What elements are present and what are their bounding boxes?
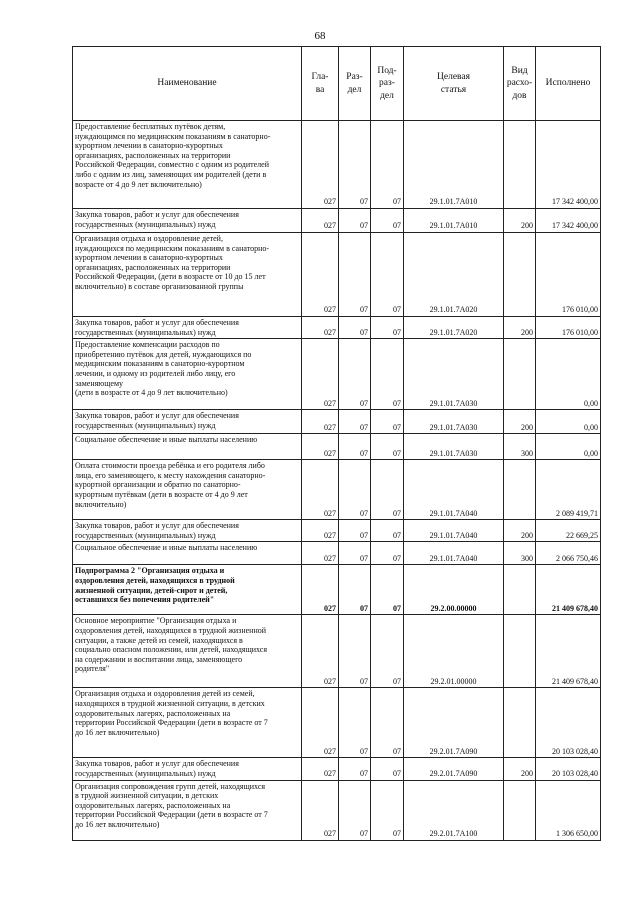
cell-razdel: 07 (339, 780, 371, 840)
cell-sum: 17 342 400,00 (536, 209, 601, 233)
table-row (73, 565, 601, 615)
cell-glava: 027 (302, 542, 339, 565)
header-sum-label: Исполнено (545, 78, 591, 89)
cell-glava: 027 (302, 460, 339, 520)
cell-name: Социальное обеспечение и иные выплаты населению (73, 434, 302, 460)
cell-vid: 200 (504, 520, 536, 542)
cell-podrazdel: 07 (371, 233, 404, 317)
cell-vid (504, 565, 536, 615)
cell-razdel: 07 (339, 410, 371, 434)
budget-table (72, 46, 601, 841)
header-sum (536, 47, 601, 121)
cell-sum: 21 409 678,40 (536, 615, 601, 688)
cell-vid (504, 233, 536, 317)
cell-target: 29.1.01.7А020 (404, 317, 504, 339)
cell-vid: 200 (504, 317, 536, 339)
cell-glava: 027 (302, 209, 339, 233)
table-row (73, 209, 601, 233)
cell-podrazdel: 07 (371, 460, 404, 520)
table-row (73, 780, 601, 840)
cell-glava: 027 (302, 233, 339, 317)
table-row (73, 233, 601, 317)
cell-sum: 0,00 (536, 339, 601, 410)
cell-razdel: 07 (339, 758, 371, 780)
cell-glava: 027 (302, 121, 339, 209)
cell-glava: 027 (302, 780, 339, 840)
table-row (73, 460, 601, 520)
header-podrazdel (371, 47, 404, 121)
header-target (404, 47, 504, 121)
header-vid (504, 47, 536, 121)
table-row (73, 758, 601, 780)
cell-vid (504, 121, 536, 209)
cell-name: Закупка товаров, работ и услуг для обеспечения государственных (муниципальных) нужд (73, 317, 302, 339)
cell-glava: 027 (302, 339, 339, 410)
cell-name: Закупка товаров, работ и услуг для обеспечения государственных (муниципальных) нужд (73, 209, 302, 233)
cell-vid: 200 (504, 410, 536, 434)
cell-podrazdel: 07 (371, 339, 404, 410)
table-row (73, 615, 601, 688)
cell-sum: 1 306 650,00 (536, 780, 601, 840)
cell-sum: 2 066 750,46 (536, 542, 601, 565)
cell-razdel: 07 (339, 121, 371, 209)
cell-glava: 027 (302, 758, 339, 780)
cell-podrazdel: 07 (371, 688, 404, 758)
cell-razdel: 07 (339, 615, 371, 688)
cell-name: Закупка товаров, работ и услуг для обеспечения государственных (муниципальных) нужд (73, 410, 302, 434)
cell-target: 29.2.01.7А100 (404, 780, 504, 840)
cell-name: Организация отдыха и оздоровление детей, нуждающихся по медицинским показаниям в санаторно- курортном лечении в санаторно-курортных организациях, расположенных на территории Российской Федерации, (дети в возрасте от 10 до 15 лет включительно) в составе организованной группы (73, 233, 302, 317)
page-number: 68 (314, 30, 326, 42)
cell-name: Социальное обеспечение и иные выплаты населению (73, 542, 302, 565)
cell-razdel: 07 (339, 317, 371, 339)
table-row (73, 542, 601, 565)
cell-podrazdel: 07 (371, 780, 404, 840)
cell-sum: 2 089 419,71 (536, 460, 601, 520)
cell-razdel: 07 (339, 460, 371, 520)
cell-sum: 176 010,00 (536, 317, 601, 339)
header-name (73, 47, 302, 121)
cell-target: 29.1.01.7А020 (404, 233, 504, 317)
cell-podrazdel: 07 (371, 121, 404, 209)
header-vid-label: Вид расхо- дов (506, 65, 533, 101)
cell-glava: 027 (302, 615, 339, 688)
cell-target: 29.2.01.7А090 (404, 688, 504, 758)
cell-target: 29.1.01.7А030 (404, 410, 504, 434)
cell-glava: 027 (302, 410, 339, 434)
cell-vid: 200 (504, 758, 536, 780)
cell-sum: 17 342 400,00 (536, 121, 601, 209)
cell-podrazdel: 07 (371, 565, 404, 615)
header-target-label: Целевая статья (437, 72, 470, 95)
cell-sum: 20 103 028,40 (536, 758, 601, 780)
cell-target: 29.2.01.7А090 (404, 758, 504, 780)
table-row (73, 317, 601, 339)
cell-razdel: 07 (339, 233, 371, 317)
header-podrazdel-label: Под- раз- дел (377, 65, 397, 101)
cell-podrazdel: 07 (371, 209, 404, 233)
table-row (73, 410, 601, 434)
cell-sum: 176 010,00 (536, 233, 601, 317)
header-name-label: Наименование (157, 78, 217, 89)
cell-razdel: 07 (339, 565, 371, 615)
cell-podrazdel: 07 (371, 542, 404, 565)
cell-name: Предоставление бесплатных путёвок детям, нуждающимся по медицинским показаниям в санаторно- курортном лечении в санаторно-курортных организациях, расположенных на территории Российской Федерации, совместно с одним из родителей либо с одним из лиц, заменяющих им родителей (дети в возрасте от 4 до 9 лет включительно) (73, 121, 302, 209)
cell-vid (504, 688, 536, 758)
cell-glava: 027 (302, 434, 339, 460)
cell-podrazdel: 07 (371, 758, 404, 780)
cell-podrazdel: 07 (371, 410, 404, 434)
cell-target: 29.1.01.7А040 (404, 460, 504, 520)
cell-target: 29.2.00.00000 (404, 565, 504, 615)
cell-glava: 027 (302, 317, 339, 339)
cell-razdel: 07 (339, 434, 371, 460)
cell-name: Организация отдыха и оздоровления детей из семей, находящихся в трудной жизненной ситуации, в детских оздоровительных лагерях, расположенных на территории Российской Федерации (дети в возрасте от 7 до 16 лет включительно) (73, 688, 302, 758)
cell-razdel: 07 (339, 209, 371, 233)
header-razdel-label: Раз- дел (346, 72, 363, 95)
cell-razdel: 07 (339, 688, 371, 758)
cell-name: Оплата стоимости проезда ребёнка и его родителя либо лица, его заменяющего, к месту нахождения санаторно- курортной организации и обратно по санаторно- курортным путёвкам (дети в возрасте от 4 до 9 лет включительно) (73, 460, 302, 520)
cell-name: Закупка товаров, работ и услуг для обеспечения государственных (муниципальных) нужд (73, 758, 302, 780)
cell-target: 29.1.01.7А040 (404, 520, 504, 542)
cell-glava: 027 (302, 565, 339, 615)
cell-razdel: 07 (339, 339, 371, 410)
cell-glava: 027 (302, 520, 339, 542)
cell-target: 29.2.01.00000 (404, 615, 504, 688)
cell-sum: 20 103 028,40 (536, 688, 601, 758)
cell-podrazdel: 07 (371, 434, 404, 460)
cell-vid: 300 (504, 542, 536, 565)
table-row (73, 688, 601, 758)
cell-target: 29.1.01.7А010 (404, 209, 504, 233)
cell-target: 29.1.01.7А030 (404, 339, 504, 410)
cell-sum: 0,00 (536, 410, 601, 434)
cell-target: 29.1.01.7А030 (404, 434, 504, 460)
cell-target: 29.1.01.7А010 (404, 121, 504, 209)
cell-name: Основное мероприятие "Организация отдыха и оздоровления детей, находящихся в трудной жизненной ситуации, а также детей из семей, находящихся в социально опасном положении, или детей, находящихся на содержании и воспитании лица, заменяющего родителя" (73, 615, 302, 688)
table-row (73, 339, 601, 410)
cell-sum: 0,00 (536, 434, 601, 460)
table-row (73, 434, 601, 460)
cell-podrazdel: 07 (371, 520, 404, 542)
cell-vid (504, 615, 536, 688)
cell-sum: 21 409 678,40 (536, 565, 601, 615)
cell-razdel: 07 (339, 542, 371, 565)
header-glava (302, 47, 339, 121)
cell-name: Предоставление компенсации расходов по приобретению путёвок для детей, нуждающихся по медицинским показаниям в санаторно-курортном лечении, и одному из родителей либо лицу, его заменяющему (дети в возрасте от 4 до 9 лет включительно) (73, 339, 302, 410)
cell-vid: 300 (504, 434, 536, 460)
cell-vid: 200 (504, 209, 536, 233)
cell-vid (504, 460, 536, 520)
table-row (73, 121, 601, 209)
cell-razdel: 07 (339, 520, 371, 542)
table-header-row (73, 47, 601, 121)
cell-glava: 027 (302, 688, 339, 758)
cell-name: Закупка товаров, работ и услуг для обеспечения государственных (муниципальных) нужд (73, 520, 302, 542)
header-razdel (339, 47, 371, 121)
cell-target: 29.1.01.7А040 (404, 542, 504, 565)
cell-podrazdel: 07 (371, 615, 404, 688)
table-row (73, 520, 601, 542)
cell-name: Организация сопровождения групп детей, находящихся в трудной жизненной ситуации, в детских оздоровительных лагерях, расположенных на территории Российской Федерации (дети в возрасте от 7 до 16 лет включительно) (73, 780, 302, 840)
cell-podrazdel: 07 (371, 317, 404, 339)
cell-vid (504, 339, 536, 410)
header-glava-label: Гла- ва (311, 72, 329, 95)
cell-sum: 22 669,25 (536, 520, 601, 542)
cell-name: Подпрограмма 2 "Организация отдыха и оздоровления детей, находящихся в трудной жизненной ситуации, детей-сирот и детей, оставшихся без попечения родителей" (73, 565, 302, 615)
cell-vid (504, 780, 536, 840)
